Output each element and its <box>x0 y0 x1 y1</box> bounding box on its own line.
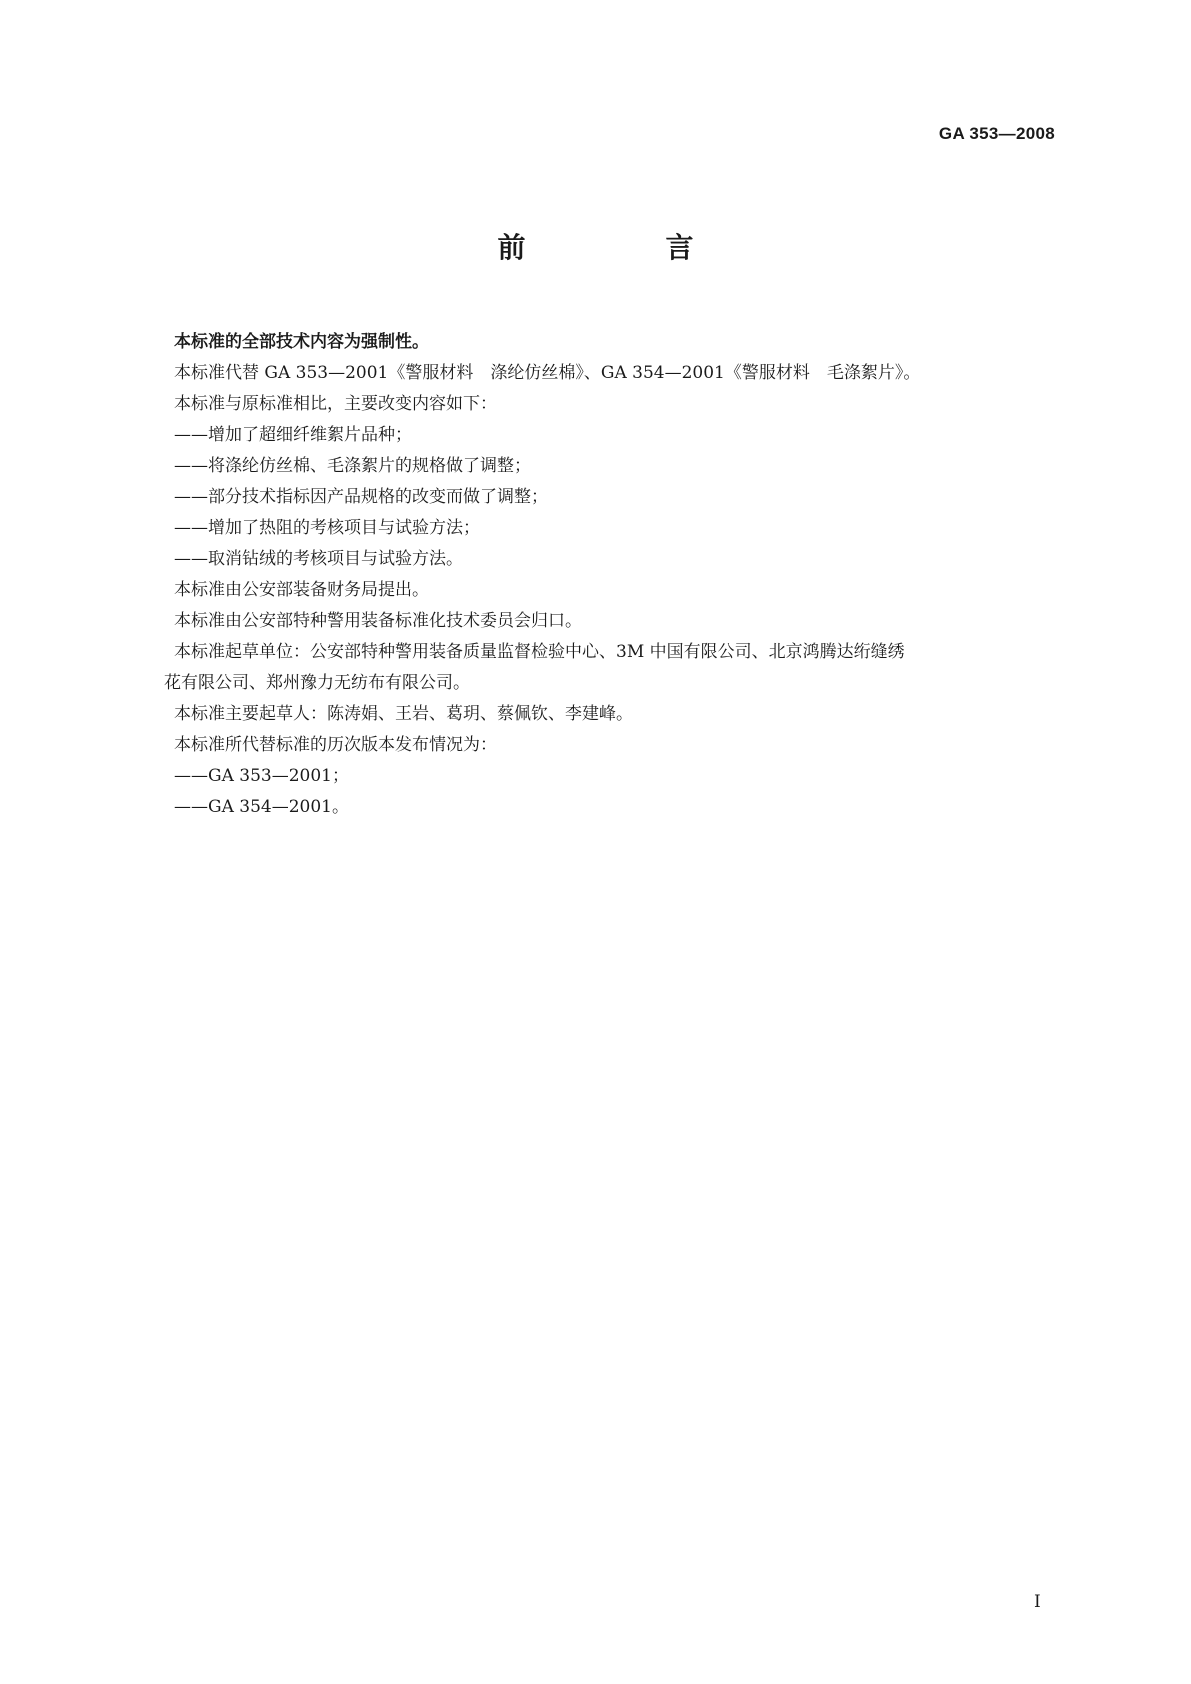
change-item: ——增加了超细纤维絮片品种； <box>174 425 412 445</box>
standard-code: GA 353—2008 <box>938 124 1055 143</box>
page-title: 前 言 <box>497 231 750 264</box>
committee-statement: 本标准由公安部特种警用装备标准化技术委员会归口。 <box>174 611 582 631</box>
change-item: ——取消钻绒的考核项目与试验方法。 <box>174 549 463 569</box>
change-item: ——增加了热阻的考核项目与试验方法； <box>174 518 480 538</box>
foreword-body <box>164 327 1064 823</box>
drafting-units-line1: 本标准起草单位：公安部特种警用装备质量监督检验中心、3M 中国有限公司、北京鸿腾达绗缝绣 <box>174 642 905 662</box>
drafting-units <box>174 637 1064 668</box>
history-item: ——GA 353—2001； <box>174 766 349 786</box>
replacement-statement: 本标准代替 GA 353—2001《警服材料 涤纶仿丝棉》、GA 354—2001《警服材料 毛涤絮片》。 <box>174 363 921 383</box>
drafters-statement: 本标准主要起草人：陈涛娟、王岩、葛玥、蔡佩钦、李建峰。 <box>174 704 633 724</box>
change-item: ——将涤纶仿丝棉、毛涤絮片的规格做了调整； <box>174 456 531 476</box>
page-number: I <box>1034 1592 1041 1612</box>
drafting-units-continuation: 花有限公司、郑州豫力无纺布有限公司。 <box>164 673 470 693</box>
proposer-statement: 本标准由公安部装备财务局提出。 <box>174 580 429 600</box>
history-item: ——GA 354—2001。 <box>174 797 349 817</box>
mandatory-statement: 本标准的全部技术内容为强制性。 <box>174 332 429 352</box>
changes-intro: 本标准与原标准相比，主要改变内容如下： <box>174 394 497 414</box>
history-intro: 本标准所代替标准的历次版本发布情况为： <box>174 735 497 755</box>
change-item: ——部分技术指标因产品规格的改变而做了调整； <box>174 487 548 507</box>
